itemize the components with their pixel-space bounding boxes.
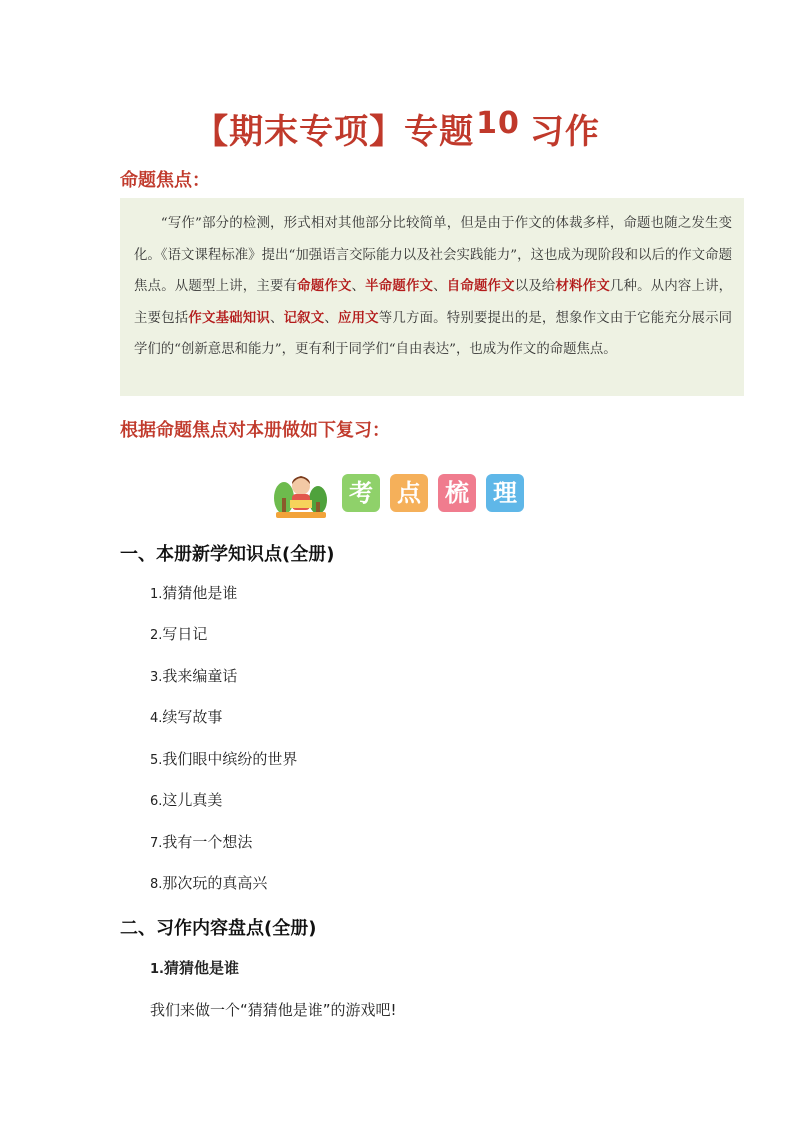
highlight-term: 自命题作文 [446,278,515,295]
list-item: 3.我来编童话 [150,667,238,685]
tile-kao: 考 [342,474,380,512]
highlight-term: 作文基础知识 [188,309,270,326]
focus-label: 命题焦点： [120,170,210,191]
list-item: 7.我有一个想法 [150,833,253,851]
tile-li: 理 [486,474,524,512]
kaodian-banner [270,468,530,520]
section2-subtitle: 1.猜猜他是谁 [150,959,239,977]
list-item: 4.续写故事 [150,708,223,726]
focus-paragraph [134,208,732,366]
focus-text-segment: “写作”部分的检测，形式相对其他部分比较简单，但是由于作文的体裁多样，命题也随之发生变化。《语文课程标准》提出“加强语言交际能力以及社会实践能力”，这也成为现阶段和以后的作文命题焦点。从题型上讲，主要有 [134,216,732,295]
title-suffix: 习作 [529,112,600,152]
focus-text-segment: 以及给 [514,279,556,295]
list-item: 1.猜猜他是谁 [150,584,238,602]
highlight-term: 命题作文 [297,278,352,295]
list-item: 6.这儿真美 [150,791,223,809]
highlight-term: 应用文 [337,309,379,326]
tile-shu: 梳 [438,474,476,512]
focus-text-segment: 、 [351,279,366,295]
review-label: 根据命题焦点对本册做如下复习： [120,420,390,441]
reading-girl-icon [270,468,332,520]
focus-text-segment: 几种。从内容上讲，主要包括 [134,279,733,326]
list-item: 2.写日记 [150,625,208,643]
list-item: 8.那次玩的真高兴 [150,874,268,892]
section2-heading: 二、习作内容盘点(全册) [120,918,317,939]
focus-text-segment: 、 [269,310,284,326]
focus-text-segment: 等几方面。特别要提出的是，想象作文由于它能充分展示同学们的“创新意思和能力”，更有利于同学们“自由表达”，也成为作文的命题焦点。 [134,310,733,358]
section2-paragraph: 我们来做一个“猜猜他是谁”的游戏吧! [150,1001,397,1019]
focus-box [120,198,744,396]
highlight-term: 记叙文 [283,309,325,326]
section1-heading: 一、本册新学知识点(全册) [120,544,335,565]
tile-dian: 点 [390,474,428,512]
focus-text-segment: 、 [433,279,447,295]
highlight-term: 半命题作文 [365,278,434,295]
title-number: 10 [476,106,520,141]
highlight-term: 材料作文 [555,278,610,295]
page-title [0,104,794,153]
list-item: 5.我们眼中缤纷的世界 [150,750,298,768]
focus-text-segment: 、 [324,310,338,326]
title-prefix: 【期末专项】专题 [194,112,475,152]
